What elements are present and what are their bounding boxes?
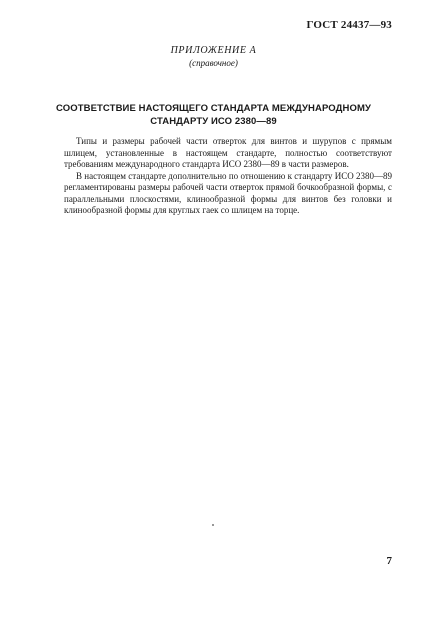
appendix-title: ПРИЛОЖЕНИЕ А — [170, 45, 257, 56]
section-heading — [0, 102, 427, 128]
document-code: ГОСТ 24437—93 — [306, 19, 392, 31]
appendix-subtitle: (справочное) — [189, 58, 238, 68]
section-heading-line-1: СООТВЕТСТВИЕ НАСТОЯЩЕГО СТАНДАРТА МЕЖДУНАРОДНОМУ — [56, 103, 371, 114]
body-paragraph: В настоящем стандарте дополнительно по отношению к стандарту ИСО 2380—89 регламентированы размеры рабочей части отверток прямой бочкообразной формы, с параллельными плоскостями, клинообразной формы для винтов без головки и клинообразной формы для круглых гаек со шлицем на торце. — [64, 170, 392, 215]
page-number: 7 — [386, 555, 392, 567]
section-heading-line-2: СТАНДАРТУ ИСО 2380—89 — [150, 116, 277, 127]
body-paragraph: Типы и размеры рабочей части отверток для винтов и шурупов с прямым шлицем, установленные в настоящем стандарте, полностью соответствуют требованиям международного стандарта ИСО 2380—89 в части размеров. — [64, 136, 392, 169]
appendix-label — [0, 44, 427, 69]
body-text — [64, 136, 392, 217]
scan-dot-mark — [212, 524, 214, 526]
